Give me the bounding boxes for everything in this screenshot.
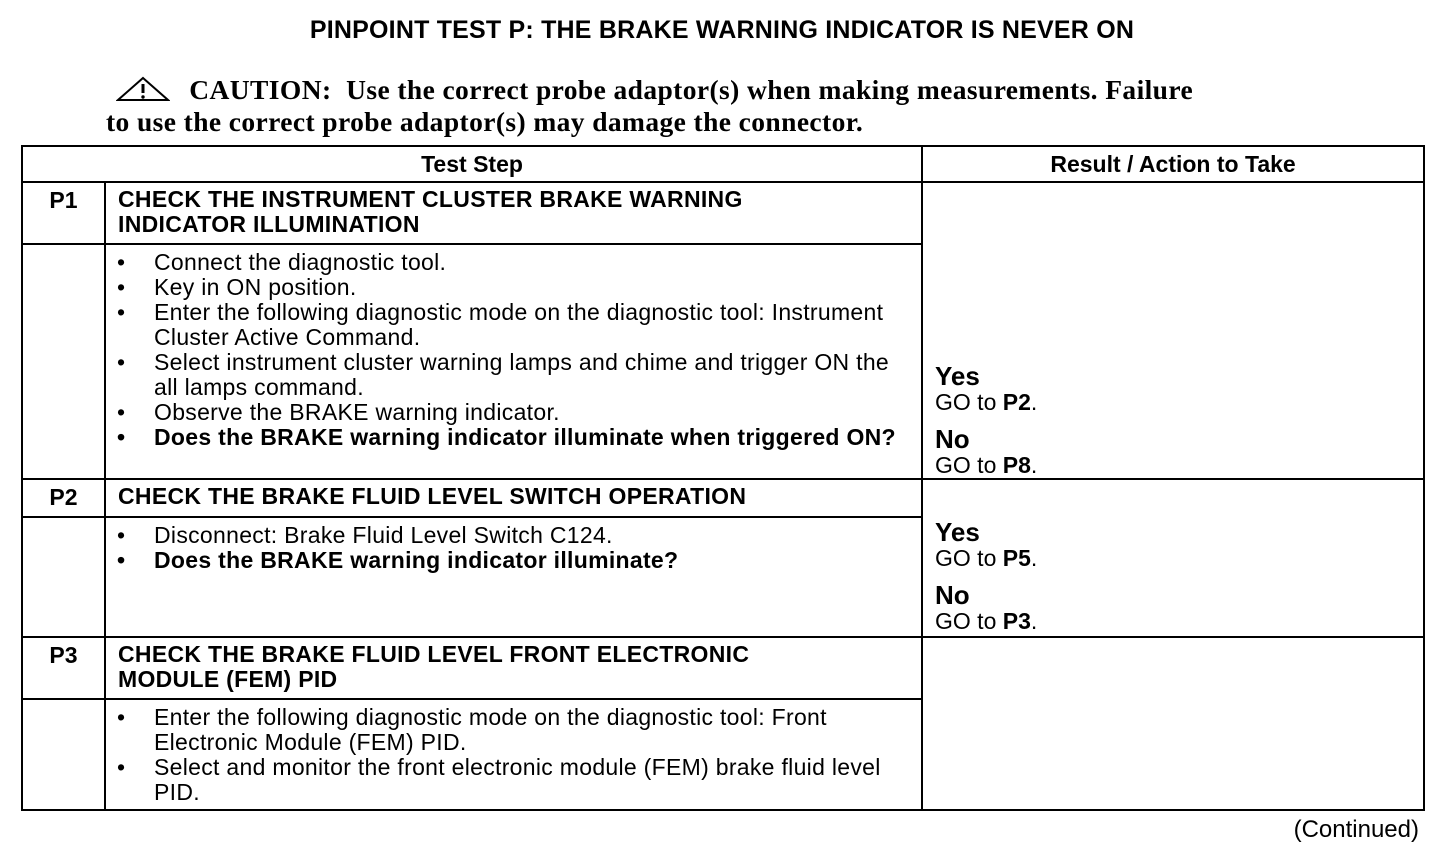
step-heading-line: CHECK THE BRAKE FLUID LEVEL FRONT ELECTRONIC [118,641,750,667]
yes-action: GO to P2. [935,389,1038,415]
caution-label: CAUTION: [189,74,332,105]
yes-label: Yes [935,517,980,547]
yes-target: P2 [1002,389,1031,415]
result-cell [922,637,1424,810]
step-heading-row [22,637,1424,699]
step-body [105,517,922,637]
list-item: • Disconnect: Brake Fluid Level Switch C124. [154,523,911,548]
yes-label: Yes [935,361,980,391]
step-heading-line: CHECK THE INSTRUMENT CLUSTER BRAKE WARNING [118,186,743,212]
no-target: P8 [1002,452,1031,478]
yes-target: P5 [1002,545,1031,571]
step-body [105,244,922,479]
no-action: GO to P3. [935,608,1038,634]
column-header-test-step: Test Step [22,146,922,182]
step-heading-row [22,182,1424,244]
step-id: P1 [22,182,105,244]
list-item: • Observe the BRAKE warning indicator. [154,400,911,425]
continued-label: (Continued) [1293,816,1419,843]
step-heading-line: MODULE (FEM) PID [118,666,338,692]
caution-text-line1: Use the correct probe adaptor(s) when making measurements. Failure [346,74,1194,105]
step-heading-line: INDICATOR ILLUMINATION [118,211,420,237]
result-cell [922,182,1424,479]
caution-text-line2: to use the correct probe adaptor(s) may damage the connector. [106,106,864,137]
yes-action: GO to P5. [935,545,1038,571]
step-heading [105,182,922,244]
no-target: P3 [1002,608,1031,634]
step-id-empty [22,517,105,637]
step-list [106,518,921,577]
step-heading-row [22,479,1424,517]
page-title: PINPOINT TEST P: THE BRAKE WARNING INDICATOR IS NEVER ON [309,16,1135,44]
step-heading [105,479,922,517]
step-body [105,699,922,810]
list-item: • Select instrument cluster warning lamps and chime and trigger ON the all lamps command. [154,350,911,400]
no-label: No [935,424,970,454]
test-step-table [21,145,1425,811]
column-header-result: Result / Action to Take [922,146,1424,182]
no-label: No [935,580,970,610]
step-heading-line: CHECK THE BRAKE FLUID LEVEL SWITCH OPERATION [118,483,747,509]
list-item-question: • Does the BRAKE warning indicator illuminate when triggered ON? [154,425,911,450]
result-cell [922,479,1424,637]
list-item-question: • Does the BRAKE warning indicator illuminate? [154,548,911,573]
step-list [106,245,921,454]
list-item: • Key in ON position. [154,275,911,300]
list-item: • Select and monitor the front electronic module (FEM) brake fluid level PID. [154,755,911,805]
step-list [106,700,921,809]
list-item: • Enter the following diagnostic mode on the diagnostic tool: Front Electronic Module (FEM) PID. [154,705,911,755]
step-id-empty [22,244,105,479]
step-id: P2 [22,479,105,517]
step-heading [105,637,922,699]
table-header-row [22,146,1424,182]
caution-note [106,74,1326,138]
step-id-empty [22,699,105,810]
step-id: P3 [22,637,105,699]
list-item: • Connect the diagnostic tool. [154,250,911,275]
list-item: • Enter the following diagnostic mode on the diagnostic tool: Instrument Cluster Active Command. [154,300,911,350]
no-action: GO to P8. [935,452,1038,478]
warning-triangle-icon [116,74,189,105]
